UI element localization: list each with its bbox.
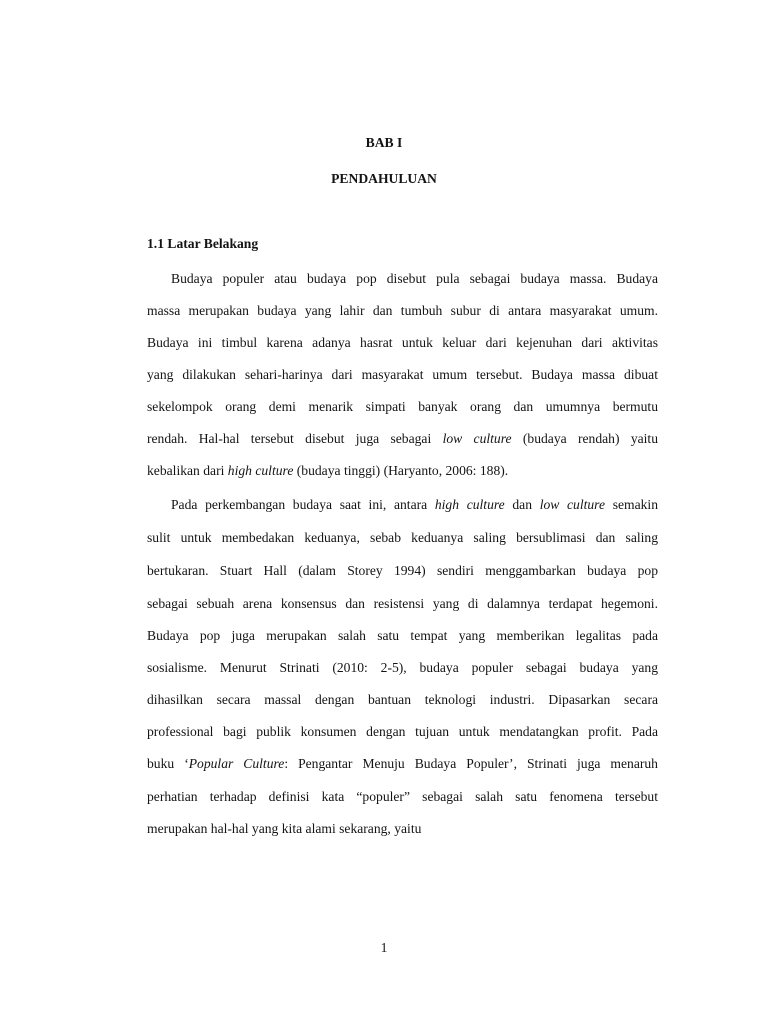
paragraph-line: massa merupakan budaya yang lahir dan tumbuh subur di antara masyarakat umum. <box>147 303 658 318</box>
paragraph-line <box>147 462 658 480</box>
paragraph-line: sulit untuk membedakan keduanya, sebab keduanya saling bersublimasi dan saling <box>147 530 658 545</box>
line-text: (budaya rendah) yaitu <box>511 431 659 446</box>
italic-term: low culture <box>442 431 512 446</box>
line-text: buku ‘ <box>147 756 189 771</box>
line-text: : Pengantar Menuju Budaya Populer’, Strinati juga menaruh <box>284 756 658 771</box>
line-text: (budaya tinggi) (Haryanto, 2006: 188). <box>293 463 509 478</box>
paragraph-line: Budaya ini timbul karena adanya hasrat untuk keluar dari kejenuhan dari aktivitas <box>147 335 658 350</box>
paragraph-line: dihasilkan secara massal dengan bantuan teknologi industri. Dipasarkan secara <box>147 692 658 707</box>
paragraph-line <box>147 755 658 773</box>
paragraph-line: sebagai sebuah arena konsensus dan resistensi yang di dalamnya terdapat hegemoni. <box>147 596 658 611</box>
line-text: dan <box>504 497 540 512</box>
section-heading: 1.1 Latar Belakang <box>147 236 259 251</box>
line-text: semakin <box>605 497 658 512</box>
italic-term: low culture <box>539 497 606 512</box>
italic-term: high culture <box>227 463 294 478</box>
paragraph-line <box>147 430 658 448</box>
line-text: rendah. Hal-hal tersebut disebut juga sebagai <box>147 431 443 446</box>
paragraph-line: Budaya pop juga merupakan salah satu tempat yang memberikan legalitas pada <box>147 628 658 643</box>
paragraph-line: perhatian terhadap definisi kata “populer” sebagai salah satu fenomena tersebut <box>147 789 658 804</box>
chapter-title: PENDAHULUAN <box>331 171 437 186</box>
paragraph-line: sosialisme. Menurut Strinati (2010: 2-5), budaya populer sebagai budaya yang <box>147 660 658 675</box>
chapter-label: BAB I <box>365 135 403 150</box>
paragraph-line <box>147 496 658 514</box>
paragraph-line: bertukaran. Stuart Hall (dalam Storey 1994) sendiri menggambarkan budaya pop <box>147 563 658 578</box>
line-text: Pada perkembangan budaya saat ini, antara <box>171 497 435 512</box>
paragraph-line: merupakan hal-hal yang kita alami sekarang, yaitu <box>147 821 422 836</box>
italic-term: Popular Culture <box>188 756 285 771</box>
paragraph-line: yang dilakukan sehari-harinya dari masyarakat umum tersebut. Budaya massa dibuat <box>147 367 658 382</box>
italic-term: high culture <box>434 497 505 512</box>
paragraph-line: professional bagi publik konsumen dengan tujuan untuk mendatangkan profit. Pada <box>147 724 658 739</box>
paragraph-line: Budaya populer atau budaya pop disebut pula sebagai budaya massa. Budaya <box>171 271 658 286</box>
line-text: kebalikan dari <box>147 463 228 478</box>
page-number: 1 <box>380 940 388 955</box>
paragraph-line: sekelompok orang demi menarik simpati banyak orang dan umumnya bermutu <box>147 399 658 414</box>
